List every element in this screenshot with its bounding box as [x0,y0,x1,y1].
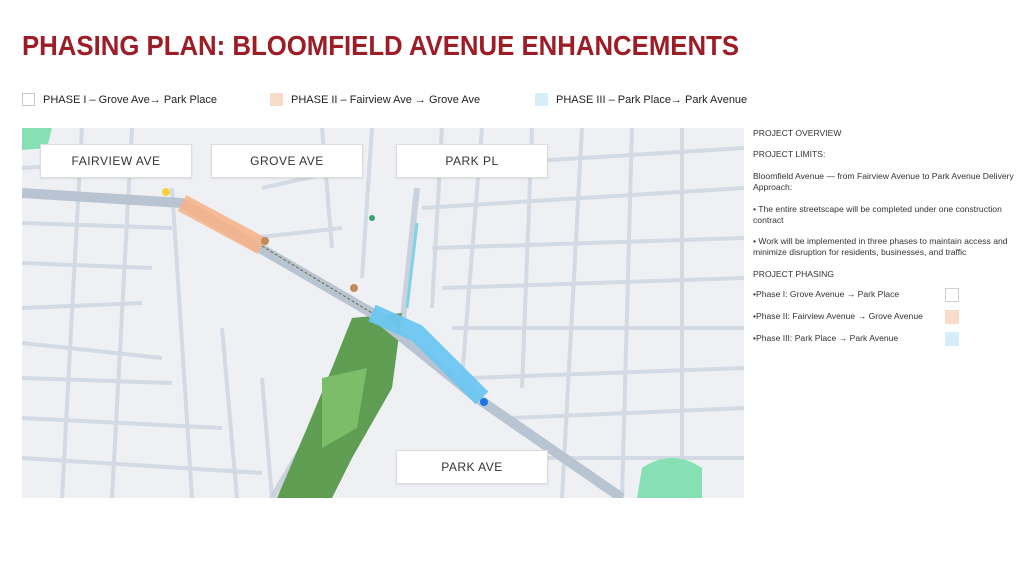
legend-item-phase-2 [270,93,480,106]
bullet-two: • Work will be implemented in three phases to maintain access and minimize disruption for residents, businesses, and traffic [753,236,1008,257]
phase-2-swatch [945,310,959,324]
legend-item-phase-1 [22,93,217,106]
legend-label-phase-2: PHASE II – Fairview Ave → Grove Ave [291,93,481,106]
legend-swatch-phase-3 [535,93,548,106]
legend-label-phase-1: PHASE I – Grove Ave→ Park Place [43,93,218,106]
street-label-grove: GROVE AVE [211,144,363,178]
phase-1-swatch [945,288,959,302]
page-title: PHASING PLAN: BLOOMFIELD AVENUE ENHANCEMENTS [22,30,740,61]
phase-legend [0,93,1024,111]
limits-heading: PROJECT LIMITS: [753,149,826,159]
project-map[interactable] [22,128,744,498]
overview-heading: PROJECT OVERVIEW [753,128,842,138]
end-marker [480,398,488,406]
phase-row-label: •Phase III: Park Place → Park Avenue [753,333,899,343]
phase-row-1 [753,288,1015,302]
phasing-heading: PROJECT PHASING [753,269,835,279]
legend-label-phase-3: PHASE III – Park Place→ Park Avenue [556,93,748,106]
street-label-fairview: FAIRVIEW AVE [40,144,192,178]
legend-swatch-phase-1 [22,93,35,106]
phase-row-label: •Phase II: Fairview Avenue → Grove Avenue [753,311,923,321]
bullet-one: • The entire streetscape will be completed under one construction contract [753,204,1002,225]
phase-row-2 [753,310,1015,324]
street-label-park-pl: PARK PL [396,144,548,178]
phase-row-3 [753,332,1015,346]
map-canvas [22,128,744,498]
phase-3-swatch [945,332,959,346]
street-label-park-ave: PARK AVE [396,450,548,484]
legend-item-phase-3 [535,93,747,106]
phase-row-label: •Phase I: Grove Avenue → Park Place [753,289,900,299]
legend-swatch-phase-2 [270,93,283,106]
limits-text: Bloomfield Avenue — from Fairview Avenue to Park Avenue Delivery Approach: [753,171,1014,192]
